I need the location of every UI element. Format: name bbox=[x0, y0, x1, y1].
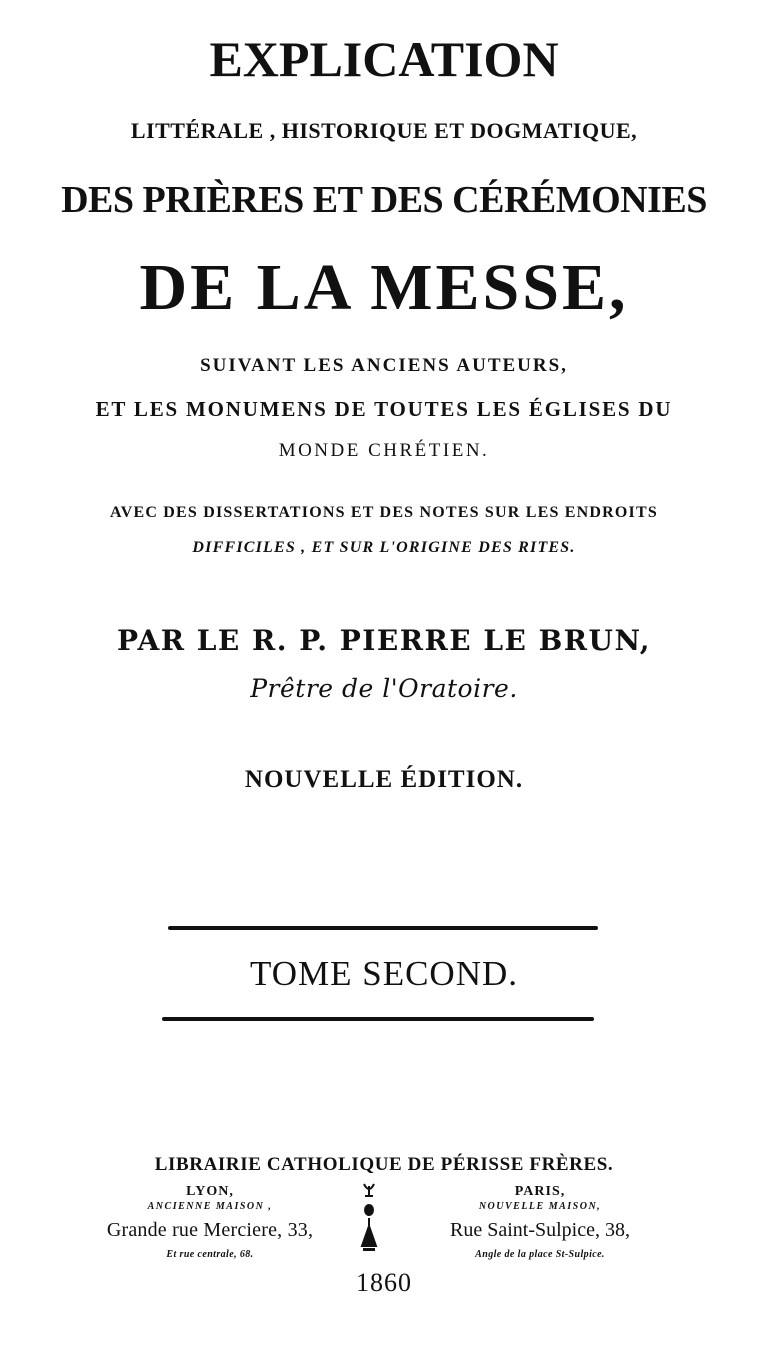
publisher-left-detail: Et rue centrale, 68. bbox=[166, 1249, 254, 1260]
subtitle-line-1: LITTÉRALE , HISTORIQUE ET DOGMATIQUE, bbox=[130, 118, 638, 143]
publisher-left-city: LYON, bbox=[186, 1184, 234, 1199]
publisher-name: LIBRAIRIE CATHOLIQUE DE PÉRISSE FRÈRES. bbox=[154, 1154, 614, 1175]
publisher-right-maison: NOUVELLE MAISON, bbox=[478, 1201, 602, 1212]
author: PAR LE R. P. PIERRE LE BRUN, bbox=[116, 624, 652, 657]
sources-line-3: MONDE CHRÉTIEN. bbox=[278, 440, 490, 461]
bottom-divider-rule bbox=[162, 1017, 594, 1021]
author-role: Prêtre de l'Oratoire. bbox=[250, 674, 518, 703]
publication-year: 1860 bbox=[356, 1268, 412, 1297]
sources-line-2: ET LES MONUMENS DE TOUTES LES ÉGLISES DU bbox=[95, 397, 673, 421]
subtitle-line-2: DES PRIÈRES ET DES CÉRÉMONIES bbox=[61, 179, 707, 221]
publisher-right-detail: Angle de la place St-Sulpice. bbox=[475, 1249, 605, 1260]
publisher-left-address: Grande rue Merciere, 33, bbox=[106, 1219, 314, 1241]
publisher-right-city: PARIS, bbox=[514, 1184, 566, 1199]
title: EXPLICATION bbox=[209, 31, 559, 87]
edition: NOUVELLE ÉDITION. bbox=[244, 766, 524, 793]
sources-line-1: SUIVANT LES ANCIENS AUTEURS, bbox=[200, 355, 568, 376]
fleuron-ornament-icon bbox=[356, 1180, 382, 1260]
publisher-left-maison: ANCIENNE MAISON , bbox=[147, 1201, 273, 1212]
top-divider-rule bbox=[168, 926, 598, 930]
dissertations-line-1: AVEC DES DISSERTATIONS ET DES NOTES SUR LES ENDROITS bbox=[110, 504, 658, 521]
volume: TOME SECOND. bbox=[249, 954, 519, 993]
dissertations-line-2: DIFFICILES , ET SUR L'ORIGINE DES RITES. bbox=[192, 539, 576, 556]
main-heading: DE LA MESSE, bbox=[139, 251, 629, 324]
publisher-right-address: Rue Saint-Sulpice, 38, bbox=[450, 1219, 630, 1241]
